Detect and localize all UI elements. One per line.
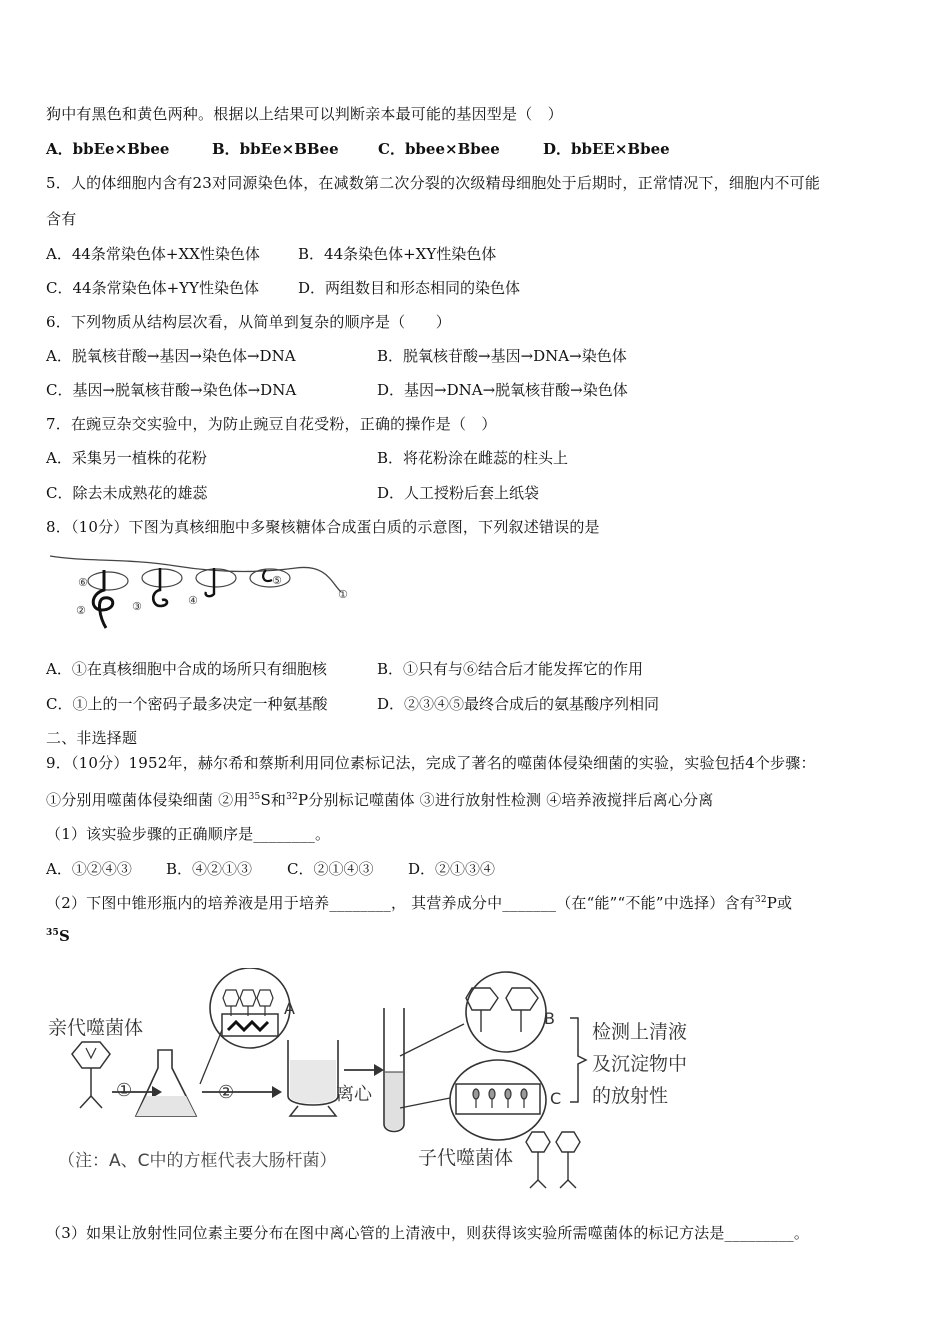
q9-sub1-option-d: D．②①③④ xyxy=(408,860,496,878)
q5-option-c: C．44条常染色体+YY性染色体 xyxy=(46,279,259,297)
ribosome-3 xyxy=(142,569,182,587)
arrow-3-head xyxy=(374,1064,384,1076)
q9-steps-part3: P分别标记噬菌体 ③进行放射性检测 ④培养液搅拌后离心分离 xyxy=(297,791,714,809)
isotope-32: 32 xyxy=(286,792,298,802)
detect-line-2: 及沉淀物中 xyxy=(592,1053,688,1075)
isotope-32b: 32 xyxy=(754,895,767,905)
q9-sub1: （1）该实验步骤的正确顺序是________。 xyxy=(46,825,331,843)
q6-option-b: B．脱氧核苷酸→基因→DNA→染色体 xyxy=(377,347,627,365)
figure-label-4: ④ xyxy=(188,594,198,607)
figure-label-1: ① xyxy=(338,588,348,601)
beaker-medium xyxy=(290,1060,336,1104)
polyribosome-figure xyxy=(46,548,366,633)
q9-steps-part2: S和 xyxy=(260,791,287,809)
q9-sub1-option-c: C．②①④③ xyxy=(287,860,374,878)
zoom-line-a xyxy=(200,1030,222,1084)
pellet xyxy=(385,1072,403,1130)
phages-on-bacterium xyxy=(223,990,273,1016)
progeny-phages-inside xyxy=(473,1089,527,1108)
q9-sub2-text-b: P或 xyxy=(766,894,793,912)
label-b: B xyxy=(544,1009,555,1028)
label-c: C xyxy=(550,1089,562,1108)
q7-option-b: B．将花粉涂在雌蕊的柱头上 xyxy=(377,449,569,467)
q7-option-c: C．除去未成熟花的雄蕊 xyxy=(46,484,208,502)
detect-line-1: 检测上清液 xyxy=(592,1021,688,1043)
q9-sub3: （3）如果让放射性同位素主要分布在图中离心管的上清液中，则获得该实验所需噬菌体的标记方法是_________。 xyxy=(46,1224,810,1242)
magnified-view-c xyxy=(450,1060,546,1140)
ribosome-6 xyxy=(88,572,128,590)
q7-stem: 7．在豌豆杂交实验中，为防止豌豆自花受粉，正确的操作是（ ） xyxy=(46,415,497,433)
figure-label-6: ⑥ xyxy=(78,576,88,589)
q4-option-c: C．bbee×Bbee xyxy=(378,140,500,158)
section-title: 二、非选择题 xyxy=(46,729,138,747)
offspring-phage-icons xyxy=(526,1132,580,1188)
centrifuge-label: 离心 xyxy=(336,1084,372,1105)
mrna-strand xyxy=(50,556,341,592)
flask-medium xyxy=(136,1096,196,1116)
q4-option-b: B．bbEe×BBee xyxy=(212,140,339,158)
bacterium-c xyxy=(456,1084,540,1114)
parent-phage-label: 亲代噬菌体 xyxy=(48,1017,144,1039)
q6-option-d: D．基因→DNA→脱氧核苷酸→染色体 xyxy=(377,381,628,399)
q9-sub1-option-b: B．④②①③ xyxy=(166,860,253,878)
offspring-label: 子代噬菌体 xyxy=(418,1147,514,1169)
free-phages xyxy=(466,988,538,1032)
q9-steps xyxy=(46,789,713,810)
label-a: A xyxy=(284,999,295,1018)
q7-option-a: A．采集另一植株的花粉 xyxy=(46,449,207,467)
q9-sub2-text: （2）下图中锥形瓶内的培养液是用于培养________， 其营养成分中_______（在“能”“不能”中选择）含有 xyxy=(46,894,755,912)
q4-stem: 狗中有黑色和黄色两种。根据以上结果可以判断亲本最可能的基因型是（ ） xyxy=(46,105,563,123)
q9-sub2-line1 xyxy=(46,892,792,913)
q8-option-b: B．①只有与⑥结合后才能发挥它的作用 xyxy=(377,660,644,678)
peptide-2 xyxy=(93,570,113,628)
q5-option-b: B．44条染色体+XY性染色体 xyxy=(298,245,497,263)
q5-stem-line1: 5．人的体细胞内含有23对同源染色体，在减数第二次分裂的次级精母细胞处于后期时，正常情况下，细胞内不可能 xyxy=(46,174,821,192)
step-1-label: ① xyxy=(116,1080,133,1101)
magnified-view-b xyxy=(466,972,546,1052)
peptide-4 xyxy=(206,568,214,596)
q9-stem: 9．（10分）1952年，赫尔希和蔡斯利用同位素标记法，完成了著名的噬菌体侵染细菌的实验，实验包括4个步骤： xyxy=(46,754,816,772)
ribosome-5 xyxy=(250,569,290,587)
zoom-line-c xyxy=(400,1098,450,1108)
zoom-line-b xyxy=(400,1024,464,1056)
q9-sub2-text-c: S xyxy=(58,927,70,945)
bracket xyxy=(570,1018,586,1102)
q9-sub2-line2 xyxy=(46,927,70,945)
phage-experiment-figure xyxy=(40,968,720,1198)
q6-option-a: A．脱氧核苷酸→基因→染色体→DNA xyxy=(46,347,296,365)
q8-option-d: D．②③④⑤最终合成后的氨基酸序列相同 xyxy=(377,695,660,713)
injected-dna xyxy=(228,1022,268,1030)
peptide-5 xyxy=(263,570,272,581)
beaker-stand xyxy=(290,1106,336,1116)
figure-note: （注：A、C中的方框代表大肠杆菌） xyxy=(58,1151,337,1171)
q9-sub1-option-a: A．①②④③ xyxy=(46,860,132,878)
q5-option-a: A．44条常染色体+XX性染色体 xyxy=(46,245,260,263)
q4-option-a: A．bbEe×Bbee xyxy=(46,140,170,158)
detect-line-3: 的放射性 xyxy=(592,1085,669,1107)
q8-stem: 8．（10分）下图为真核细胞中多聚核糖体合成蛋白质的示意图，下列叙述错误的是 xyxy=(46,518,600,536)
q4-option-d: D．bbEE×Bbee xyxy=(543,140,670,158)
figure-label-2: ② xyxy=(76,604,86,617)
q6-option-c: C．基因→脱氧核苷酸→染色体→DNA xyxy=(46,381,297,399)
figure-label-5: ⑤ xyxy=(272,574,282,587)
step-2-label: ② xyxy=(218,1082,235,1103)
q5-stem-line2: 含有 xyxy=(46,210,77,228)
q7-option-d: D．人工授粉后套上纸袋 xyxy=(377,484,540,502)
parent-phage-icon xyxy=(72,1042,110,1108)
q5-option-d: D．两组数目和形态相同的染色体 xyxy=(298,279,521,297)
ribosome-4 xyxy=(196,569,236,587)
arrow-2-head xyxy=(272,1086,282,1098)
isotope-35b: 35 xyxy=(46,928,59,938)
q8-option-a: A．①在真核细胞中合成的场所只有细胞核 xyxy=(46,660,327,678)
isotope-35: 35 xyxy=(248,792,261,802)
q9-steps-part1: ①分别用噬菌体侵染细菌 ②用 xyxy=(46,791,249,809)
figure-label-3: ③ xyxy=(132,600,142,613)
q8-option-c: C．①上的一个密码子最多决定一种氨基酸 xyxy=(46,695,328,713)
q6-stem: 6．下列物质从结构层次看，从简单到复杂的顺序是（ ） xyxy=(46,313,451,331)
